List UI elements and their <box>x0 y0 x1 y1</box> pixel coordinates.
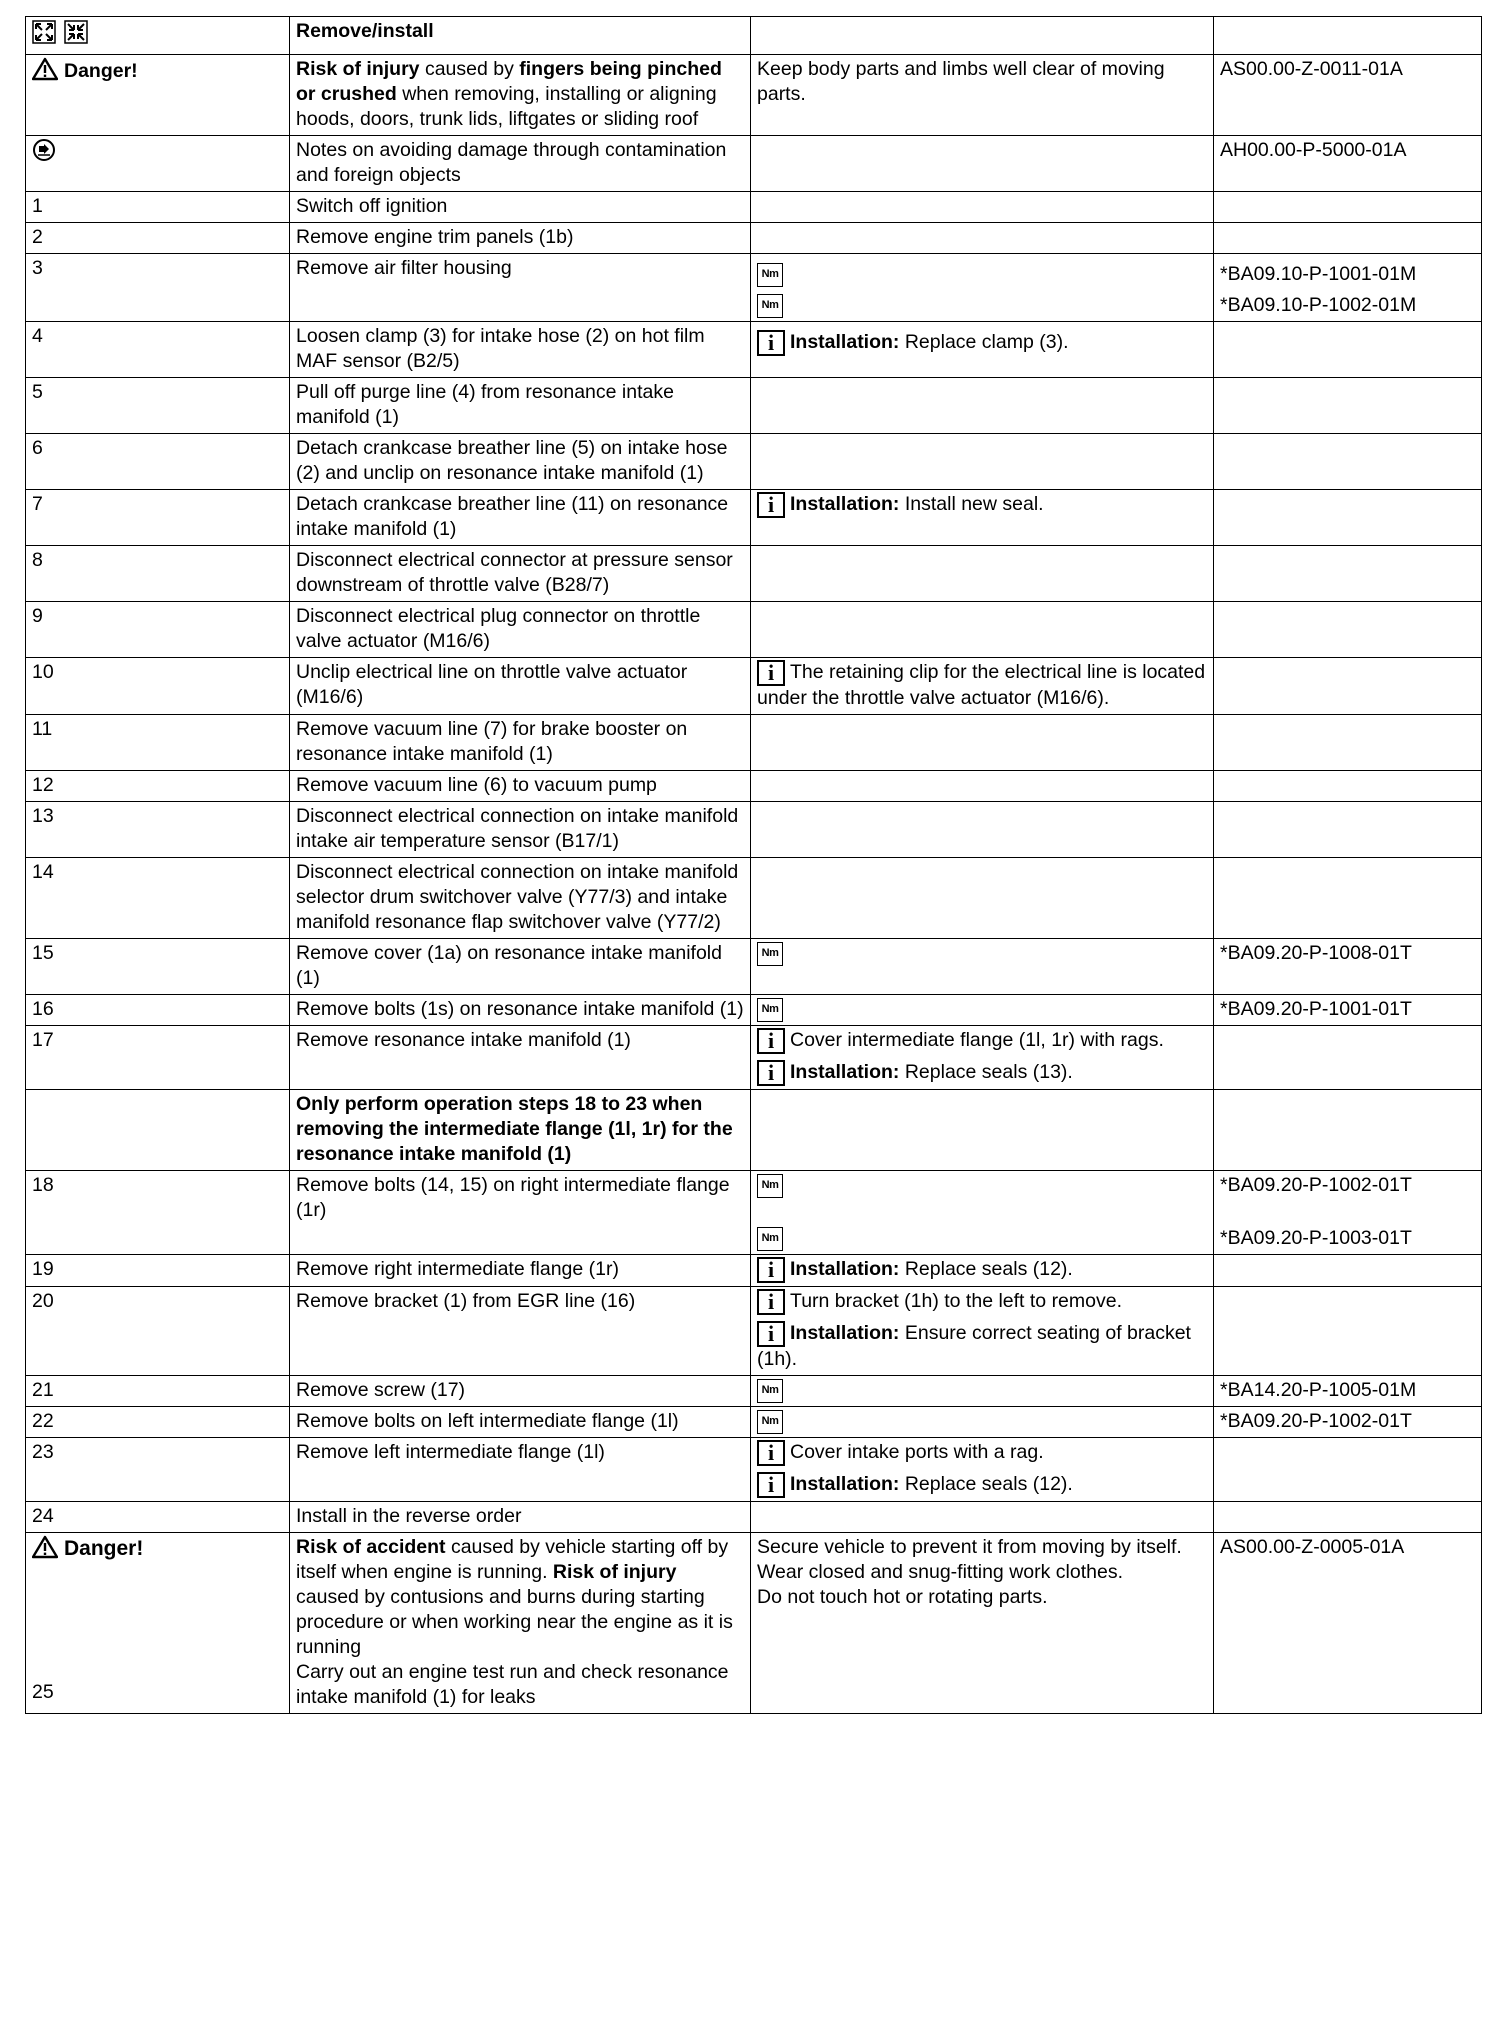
expand-view-icon[interactable] <box>32 20 56 44</box>
info-icon[interactable]: i <box>757 1028 785 1054</box>
danger-measure: Secure vehicle to prevent it from moving by itself. <box>757 1536 1182 1558</box>
step-text: Remove right intermediate flange (1r) <box>290 1255 751 1287</box>
table-row <box>26 939 1482 995</box>
danger-label: Danger! <box>26 55 290 136</box>
step-text: Remove resonance intake manifold (1) <box>290 1026 751 1090</box>
step-text: Detach crankcase breather line (11) on resonance intake manifold (1) <box>290 490 751 546</box>
step-text: Disconnect electrical plug connector on throttle valve actuator (M16/6) <box>290 602 751 658</box>
step-text: Remove vacuum line (7) for brake booster on resonance intake manifold (1) <box>290 715 751 771</box>
step-text: Disconnect electrical connection on intake manifold selector drum switchover valve (Y77/3) and intake manifold resonance flap switchover valve (Y77/2) <box>290 858 751 939</box>
note-text: Notes on avoiding damage through contamination and foreign objects <box>290 136 751 192</box>
step-text: Unclip electrical line on throttle valve actuator (M16/6) <box>290 658 751 715</box>
step-number: 1 <box>26 192 290 223</box>
step-text: Carry out an engine test run and check resonance intake manifold (1) for leaks <box>296 1661 729 1708</box>
table-row <box>26 802 1482 858</box>
step-text: Pull off purge line (4) from resonance intake manifold (1) <box>290 378 751 434</box>
table-row <box>26 1438 1482 1502</box>
table-row <box>26 602 1482 658</box>
torque-icon[interactable]: Nm <box>757 998 783 1022</box>
table-row <box>26 223 1482 254</box>
step-text: Remove air filter housing <box>290 254 751 322</box>
table-row <box>26 1502 1482 1533</box>
table-row <box>26 1287 1482 1376</box>
info-icon[interactable]: i <box>757 1321 785 1347</box>
torque-reference[interactable]: *BA09.20-P-1008-01T <box>1214 939 1482 995</box>
torque-reference[interactable]: *BA09.20-P-1002-01T <box>1214 1407 1482 1438</box>
step-text: Remove bracket (1) from EGR line (16) <box>290 1287 751 1376</box>
step-number: 2 <box>26 223 290 254</box>
table-row <box>26 771 1482 802</box>
table-row <box>26 1026 1482 1090</box>
info-icon[interactable]: i <box>757 660 785 686</box>
step-number: 25 <box>32 1681 54 1703</box>
condition-row <box>26 1090 1482 1171</box>
table-row <box>26 434 1482 490</box>
danger-measure: Keep body parts and limbs well clear of moving parts. <box>751 55 1214 136</box>
step-text: Switch off ignition <box>290 192 751 223</box>
step-text: Disconnect electrical connection on intake manifold intake air temperature sensor (B17/1) <box>290 802 751 858</box>
step-number: 9 <box>26 602 290 658</box>
step-text: Remove bolts on left intermediate flange (1l) <box>290 1407 751 1438</box>
step-text: Remove bolts (14, 15) on right intermediate flange (1r) <box>290 1171 751 1255</box>
step-number: 17 <box>26 1026 290 1090</box>
torque-icon[interactable]: Nm <box>757 1174 783 1198</box>
step-note: i Installation: Install new seal. <box>751 490 1214 546</box>
step-text: Detach crankcase breather line (5) on intake hose (2) and unclip on resonance intake manifold (1) <box>290 434 751 490</box>
step-number: 21 <box>26 1376 290 1407</box>
info-icon[interactable]: i <box>757 1289 785 1315</box>
warning-triangle-icon <box>32 57 58 81</box>
step-text: Disconnect electrical connector at pressure sensor downstream of throttle valve (B28/7) <box>290 546 751 602</box>
info-icon[interactable]: i <box>757 1060 785 1086</box>
step-number: 10 <box>26 658 290 715</box>
danger-reference[interactable]: AS00.00-Z-0011-01A <box>1214 55 1482 136</box>
step-note: i The retaining clip for the electrical line is located under the throttle valve actuator (M16/6). <box>751 658 1214 715</box>
step-text: Remove cover (1a) on resonance intake manifold (1) <box>290 939 751 995</box>
torque-icon[interactable]: Nm <box>757 942 783 966</box>
torque-reference[interactable]: *BA09.20-P-1003-01T <box>1220 1227 1412 1249</box>
header-title: Remove/install <box>290 17 751 55</box>
step-note: i Cover intermediate flange (1l, 1r) with rags. i Installation: Replace seals (13). <box>751 1026 1214 1090</box>
table-row <box>26 1407 1482 1438</box>
step-number: 6 <box>26 434 290 490</box>
torque-icon[interactable]: Nm <box>757 1410 783 1434</box>
danger-row <box>26 1533 1482 1714</box>
table-row <box>26 322 1482 378</box>
step-number: 12 <box>26 771 290 802</box>
danger-risk-text: Risk of injury caused by fingers being pinched or crushed when removing, installing or aligning hoods, doors, trunk lids, liftgates or sliding roof <box>290 55 751 136</box>
danger-row <box>26 55 1482 136</box>
torque-reference[interactable]: *BA09.20-P-1002-01T <box>1220 1174 1412 1196</box>
table-row <box>26 1171 1482 1255</box>
table-row <box>26 715 1482 771</box>
step-number: 11 <box>26 715 290 771</box>
table-row <box>26 858 1482 939</box>
table-row <box>26 1255 1482 1287</box>
step-note: i Cover intake ports with a rag. i Installation: Replace seals (12). <box>751 1438 1214 1502</box>
danger-measure: Do not touch hot or rotating parts. <box>757 1586 1048 1608</box>
table-row <box>26 378 1482 434</box>
torque-reference[interactable]: *BA09.20-P-1001-01T <box>1214 995 1482 1026</box>
warning-triangle-icon <box>32 1535 58 1559</box>
step-note: i Turn bracket (1h) to the left to remove. i Installation: Ensure correct seating of bracket (1h). <box>751 1287 1214 1376</box>
step-text: Remove left intermediate flange (1l) <box>290 1438 751 1502</box>
table-row <box>26 254 1482 322</box>
step-note: i Installation: Replace clamp (3). <box>751 322 1214 378</box>
torque-icon[interactable]: Nm <box>757 1227 783 1251</box>
step-number: 7 <box>26 490 290 546</box>
note-row <box>26 136 1482 192</box>
condition-text: Only perform operation steps 18 to 23 when removing the intermediate flange (1l, 1r) for the resonance intake manifold (1) <box>290 1090 751 1171</box>
step-text: Remove vacuum line (6) to vacuum pump <box>290 771 751 802</box>
step-note: i Installation: Replace seals (12). <box>751 1255 1214 1287</box>
danger-risk-text: Risk of accident caused by vehicle starting off by itself when engine is running. Risk of injury caused by contusions and burns during starting procedure or when working near the engine as it is running <box>296 1536 733 1658</box>
procedure-table <box>25 16 1482 1714</box>
header-row <box>26 17 1482 55</box>
step-number: 13 <box>26 802 290 858</box>
step-number: 23 <box>26 1438 290 1502</box>
step-number: 24 <box>26 1502 290 1533</box>
step-number: 16 <box>26 995 290 1026</box>
step-number: 5 <box>26 378 290 434</box>
table-row <box>26 546 1482 602</box>
table-row <box>26 490 1482 546</box>
step-text: Install in the reverse order <box>290 1502 751 1533</box>
step-number: 22 <box>26 1407 290 1438</box>
step-text: Remove engine trim panels (1b) <box>290 223 751 254</box>
step-number: 14 <box>26 858 290 939</box>
note-reference[interactable]: AH00.00-P-5000-01A <box>1214 136 1482 192</box>
info-icon[interactable]: i <box>757 330 785 356</box>
damage-notice-icon <box>32 138 56 162</box>
danger-label: Danger! <box>32 1537 143 1560</box>
step-text: Remove screw (17) <box>290 1376 751 1407</box>
step-text: Loosen clamp (3) for intake hose (2) on hot film MAF sensor (B2/5) <box>290 322 751 378</box>
table-row <box>26 658 1482 715</box>
step-number: 18 <box>26 1171 290 1255</box>
step-number: 4 <box>26 322 290 378</box>
info-icon[interactable]: i <box>757 1257 785 1283</box>
table-row <box>26 995 1482 1026</box>
danger-measure: Wear closed and snug-fitting work clothes. <box>757 1561 1123 1583</box>
step-number: 19 <box>26 1255 290 1287</box>
torque-reference[interactable]: *BA09.10-P-1001-01M <box>1220 263 1417 285</box>
view-icons-cell <box>26 17 290 55</box>
step-text: Remove bolts (1s) on resonance intake manifold (1) <box>290 995 751 1026</box>
step-number: 20 <box>26 1287 290 1376</box>
step-number: 3 <box>26 254 290 322</box>
danger-reference[interactable]: AS00.00-Z-0005-01A <box>1214 1533 1482 1714</box>
step-number: 8 <box>26 546 290 602</box>
torque-icon[interactable]: Nm <box>757 263 783 287</box>
step-number: 15 <box>26 939 290 995</box>
table-row <box>26 192 1482 223</box>
torque-icon[interactable]: Nm <box>757 1379 783 1403</box>
torque-reference[interactable]: *BA09.10-P-1002-01M <box>1220 294 1417 316</box>
collapse-view-icon[interactable] <box>64 20 88 44</box>
info-icon[interactable]: i <box>757 1440 785 1466</box>
torque-icon[interactable]: Nm <box>757 294 783 318</box>
torque-reference[interactable]: *BA14.20-P-1005-01M <box>1214 1376 1482 1407</box>
info-icon[interactable]: i <box>757 1472 785 1498</box>
info-icon[interactable]: i <box>757 492 785 518</box>
table-row <box>26 1376 1482 1407</box>
